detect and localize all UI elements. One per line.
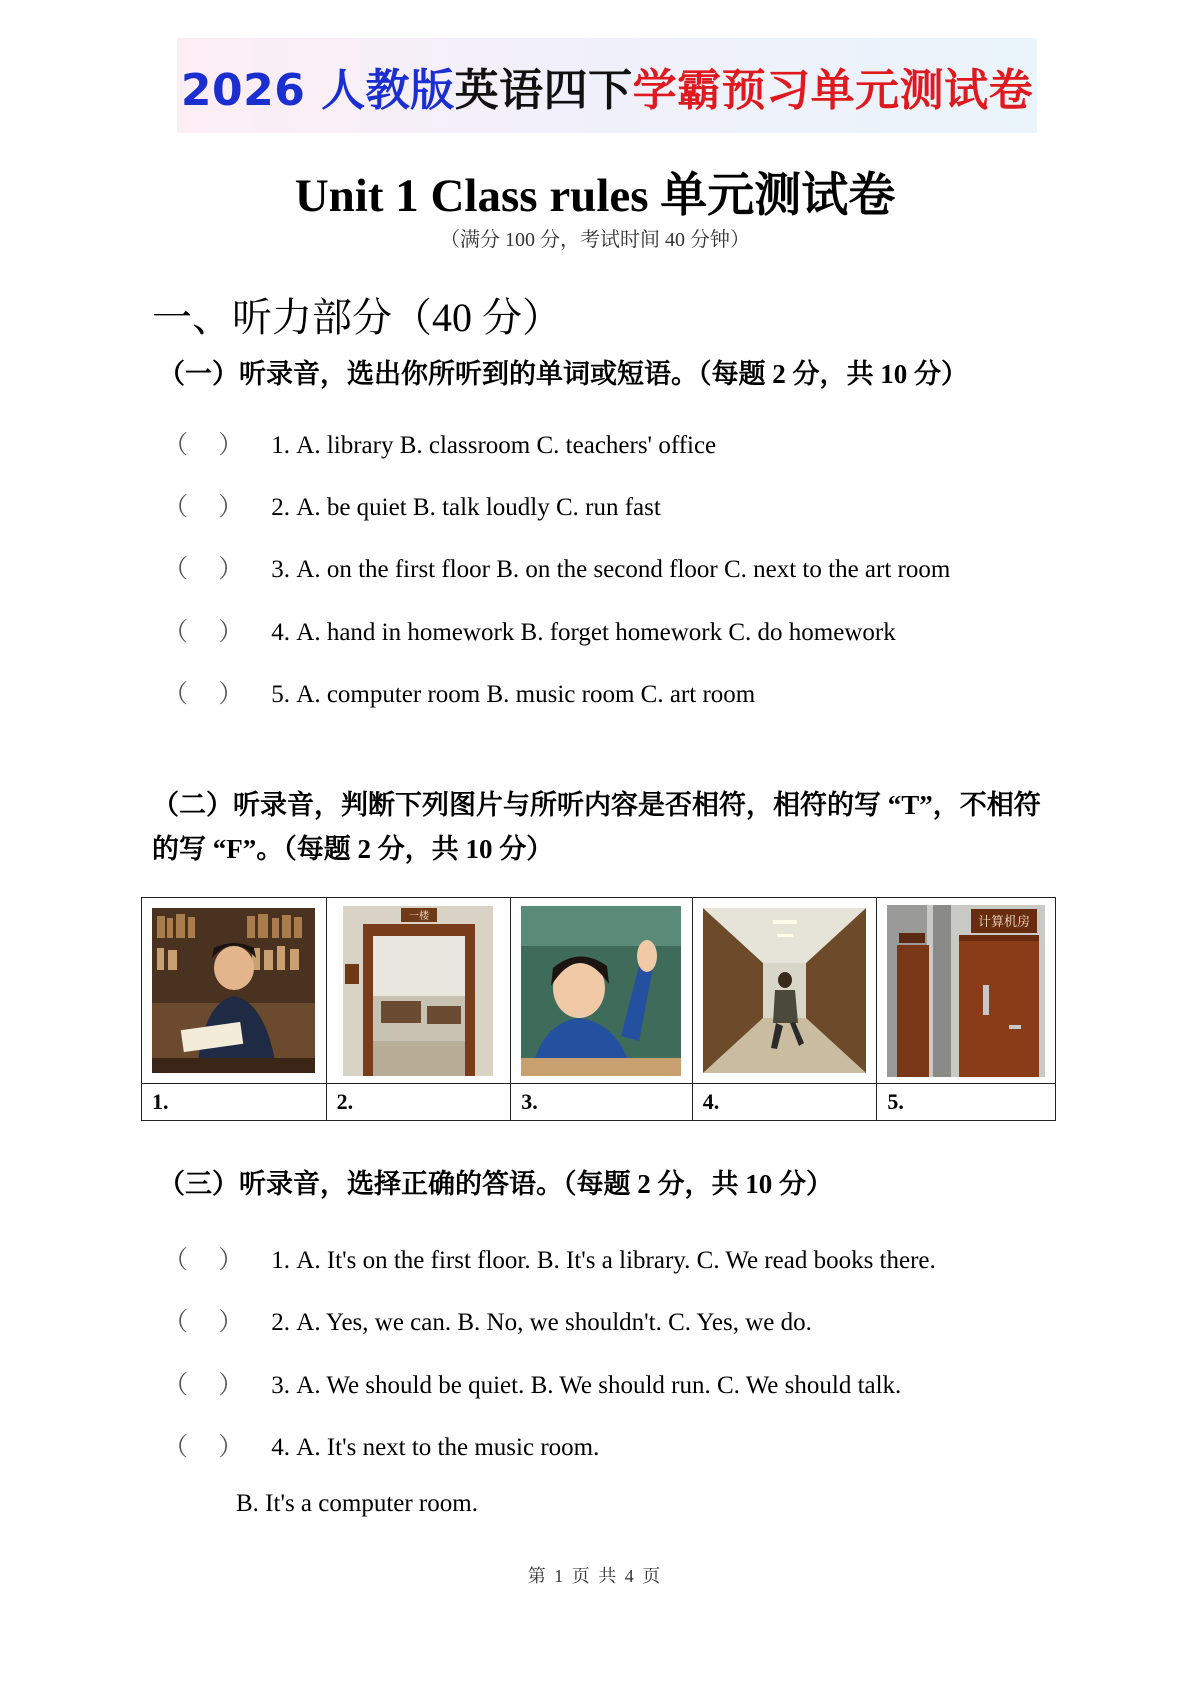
question-text: 4. A. hand in homework B. forget homework C. do homework	[271, 619, 896, 646]
picture-cell	[877, 898, 1056, 1084]
sign-text: 计算机房	[978, 914, 1031, 930]
page-title: Unit 1 Class rules 单元测试卷	[294, 170, 896, 222]
answer-blank[interactable]: （ ）	[163, 556, 256, 583]
library-reading-image	[152, 908, 315, 1073]
question-row	[163, 612, 896, 648]
banner-part-1: 2026 人教版	[180, 64, 455, 116]
answer-blank[interactable]: （ ）	[163, 1372, 256, 1399]
answer-blank[interactable]: （ ）	[163, 432, 256, 459]
answer-blank[interactable]: （ ）	[163, 1247, 256, 1274]
question-text: 1. A. It's on the first floor. B. It's a library. C. We read books there.	[271, 1247, 936, 1274]
question-row	[163, 1302, 812, 1338]
page-subtitle: （满分 100 分，考试时间 40 分钟）	[440, 229, 750, 251]
picture-number: 2.	[326, 1084, 511, 1121]
question-row	[163, 674, 755, 710]
picture-cell	[142, 898, 327, 1084]
question-text: 4. A. It's next to the music room.	[271, 1434, 600, 1461]
hallway-running-image	[703, 908, 866, 1073]
question-text: 3. A. We should be quiet. B. We should run. C. We should talk.	[271, 1372, 902, 1399]
part-2-heading: （二）听录音，判断下列图片与所听内容是否相符，相符的写 “T”，不相符的写 “F”。（每题 2 分，共 10 分）	[152, 790, 1041, 864]
picture-number: 4.	[692, 1084, 877, 1121]
answer-blank[interactable]: （ ）	[163, 1309, 256, 1336]
picture-number: 1.	[142, 1084, 327, 1121]
question-text: 3. A. on the first floor B. on the second floor C. next to the art room	[271, 556, 951, 583]
picture-cell	[692, 898, 877, 1084]
question-text: 1. A. library B. classroom C. teachers' office	[271, 432, 717, 459]
office-doorway-image	[343, 906, 493, 1076]
picture-cell	[511, 898, 693, 1084]
question-text: 2. A. Yes, we can. B. No, we shouldn't. C. Yes, we do.	[271, 1309, 812, 1336]
banner-part-2: 英语四下	[454, 64, 633, 116]
header-banner	[177, 38, 1037, 133]
picture-number: 5.	[877, 1084, 1056, 1121]
question-row	[163, 1365, 901, 1401]
question-text: 5. A. computer room B. music room C. art room	[271, 681, 756, 708]
raise-hand-image	[521, 906, 681, 1076]
banner-part-3: 学霸预习单元测试卷	[632, 64, 1034, 116]
part-3-heading: （三）听录音，选择正确的答语。（每题 2 分，共 10 分）	[158, 1169, 833, 1199]
section-heading-listening: 一、听力部分（40 分）	[152, 295, 562, 340]
part-1-heading: （一）听录音，选出你所听到的单词或短语。（每题 2 分，共 10 分）	[158, 359, 968, 389]
question-row	[163, 487, 661, 523]
computer-room-door-image	[887, 905, 1045, 1077]
answer-blank[interactable]: （ ）	[163, 619, 256, 646]
question-text: 2. A. be quiet B. talk loudly C. run fast	[271, 494, 661, 521]
answer-blank[interactable]: （ ）	[163, 494, 256, 521]
answer-blank[interactable]: （ ）	[163, 681, 256, 708]
sign-text: 一楼	[409, 910, 430, 922]
page-footer: 第 1 页 共 4 页	[527, 1566, 663, 1586]
answer-blank[interactable]: （ ）	[163, 1434, 256, 1461]
picture-cell	[326, 898, 511, 1084]
picture-number: 3.	[511, 1084, 693, 1121]
question-row	[163, 549, 950, 585]
picture-table	[141, 897, 1056, 1121]
question-row	[163, 1240, 936, 1276]
question-row	[163, 1427, 599, 1463]
question-row	[163, 425, 716, 461]
question-continuation: B. It's a computer room.	[236, 1490, 478, 1517]
